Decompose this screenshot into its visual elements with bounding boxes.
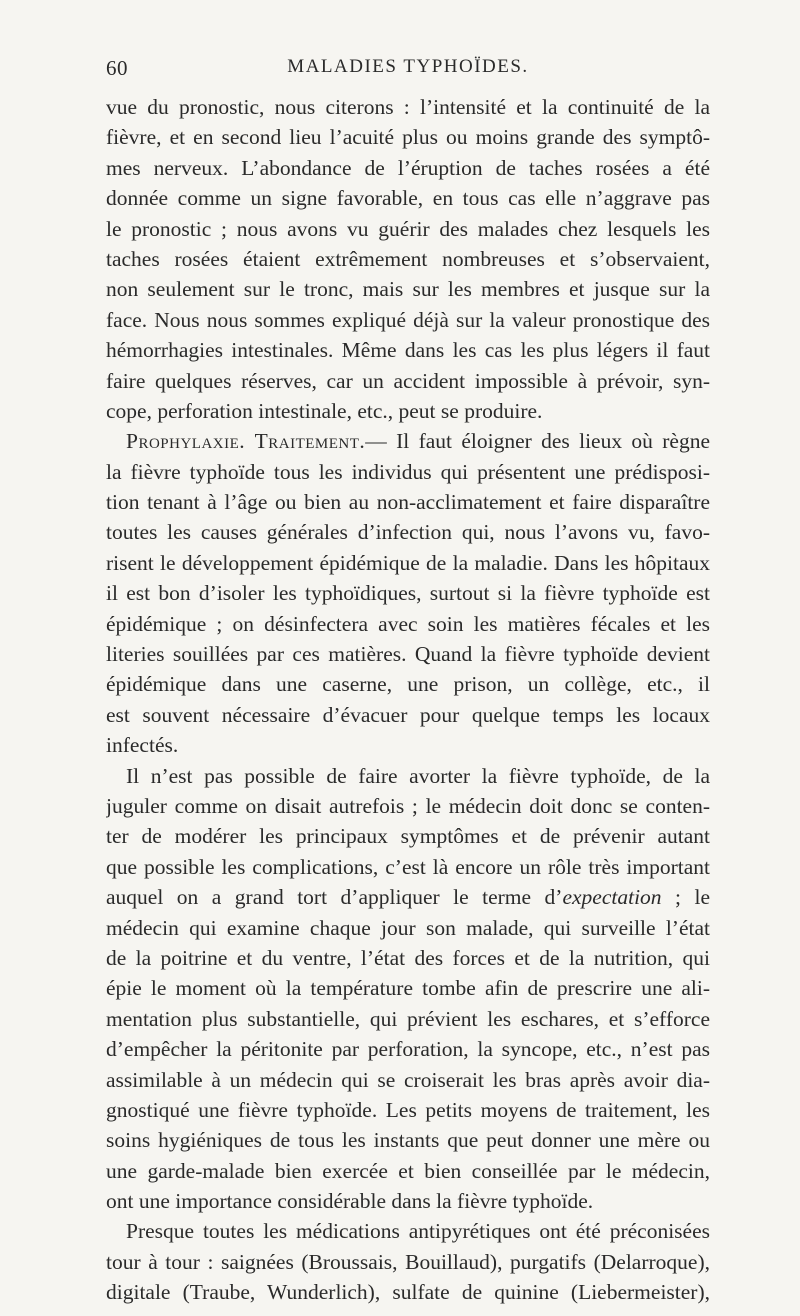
- text-line: faire quelques réserves, car un accident impossible à prévoir, syn-: [106, 368, 710, 393]
- text-line: le pronostic ; nous avons vu guérir des malades chez lesquels les: [106, 216, 710, 241]
- text-line: il est bon d’isoler les typhoïdiques, surtout si la fièvre typhoïde est: [106, 581, 710, 606]
- page-header: [106, 56, 710, 86]
- text-line: toutes les causes générales d’infection qui, nous l’avons vu, favo-: [106, 520, 710, 545]
- text-line: épie le moment où la température tombe afin de prescrire une ali-: [106, 976, 710, 1001]
- text-line: de la poitrine et du ventre, l’état des forces et de la nutrition, qui: [106, 945, 710, 970]
- text-line: tion tenant à l’âge ou bien au non-acclimatement et faire disparaître: [106, 490, 710, 515]
- text-line: juguler comme on disait autrefois ; le médecin doit donc se conten-: [106, 793, 710, 818]
- text-line: fièvre, et en second lieu l’acuité plus ou moins grande des symptô-: [106, 125, 710, 150]
- text-line: mentation plus substantielle, qui prévient les eschares, et s’efforce: [106, 1006, 710, 1031]
- text-line: la fièvre typhoïde tous les individus qui présentent une prédisposi-: [106, 459, 710, 484]
- text-line: risent le développement épidémique de la maladie. Dans les hôpitaux: [106, 550, 710, 575]
- text-line: infectés.: [106, 733, 179, 758]
- text-line: médecin qui examine chaque jour son malade, qui surveille l’état: [106, 915, 710, 940]
- text-line: est souvent nécessaire d’évacuer pour quelque temps les locaux: [106, 702, 710, 727]
- text-line: non seulement sur le tronc, mais sur les membres et jusque sur la: [106, 277, 710, 302]
- text-line: gnostiqué une fièvre typhoïde. Les petits moyens de traitement, les: [106, 1097, 710, 1122]
- text-line: ter de modérer les principaux symptômes et de prévenir autant: [106, 824, 710, 849]
- text-line: épidémique dans une caserne, une prison, un collège, etc., il: [106, 672, 710, 697]
- text-line: auquel on a grand tort d’appliquer le terme d’expectation ; le: [106, 885, 710, 910]
- text-line: cope, perforation intestinale, etc., peut se produire.: [106, 398, 543, 423]
- text-line: que possible les complications, c’est là encore un rôle très important: [106, 854, 710, 879]
- text-line: Presque toutes les médications antipyrétiques ont été préconisées: [126, 1219, 710, 1244]
- text-line: assimilable à un médecin qui se croiserait les bras après avoir dia-: [106, 1067, 710, 1092]
- text-line: mes nerveux. L’abondance de l’éruption de taches rosées a été: [106, 155, 710, 180]
- text-line: d’empêcher la péritonite par perforation, la syncope, etc., n’est pas: [106, 1037, 710, 1062]
- text-line: tour à tour : saignées (Broussais, Bouillaud), purgatifs (Delarroque),: [106, 1249, 710, 1274]
- text-line: vue du pronostic, nous citerons : l’intensité et la continuité de la: [106, 95, 710, 119]
- text-line: face. Nous nous sommes expliqué déjà sur la valeur pronostique des: [106, 307, 710, 332]
- text-line: soins hygiéniques de tous les instants que peut donner une mère ou: [106, 1128, 710, 1153]
- text-line: ont une importance considérable dans la fièvre typhoïde.: [106, 1189, 594, 1214]
- text-line: hémorrhagies intestinales. Même dans les cas les plus légers il faut: [106, 338, 710, 363]
- text-line: une garde-malade bien exercée et bien conseillée par le médecin,: [106, 1158, 710, 1183]
- text-line: literies souillées par ces matières. Quand la fièvre typhoïde devient: [106, 642, 710, 667]
- body-text: [106, 92, 710, 1308]
- text-line: digitale (Traube, Wunderlich), sulfate de quinine (Liebermeister),: [106, 1280, 710, 1305]
- text-line: taches rosées étaient extrêmement nombreuses et s’observaient,: [106, 246, 710, 271]
- section-heading-line: Prophylaxie. Traitement.— Il faut éloigner des lieux où règne: [126, 429, 710, 454]
- running-title: MALADIES TYPHOÏDES.: [287, 56, 529, 77]
- text-line: donnée comme un signe favorable, en tous cas elle n’aggrave pas: [106, 186, 710, 211]
- text-line: Il n’est pas possible de faire avorter la fièvre typhoïde, de la: [126, 763, 710, 788]
- page-number: 60: [106, 56, 128, 80]
- text-line: épidémique ; on désinfectera avec soin les matières fécales et les: [106, 611, 710, 636]
